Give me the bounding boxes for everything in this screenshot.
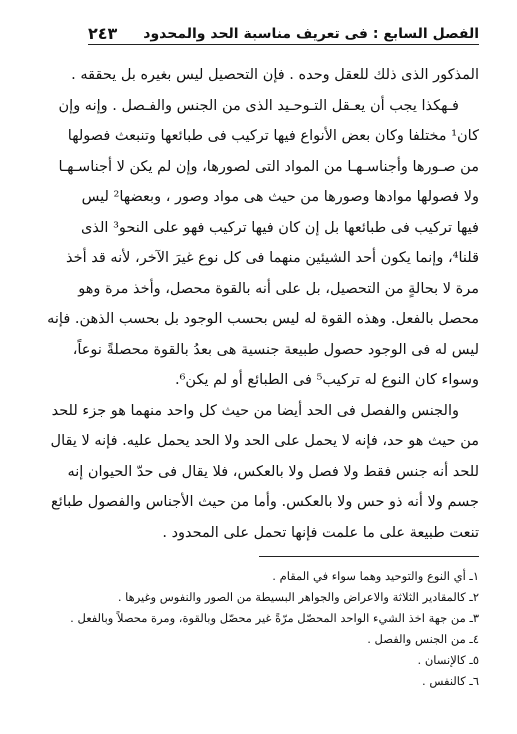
text-line: كان¹ مختلفا وكان بعض الأنواع فيها تركيب فى طبائعها وتنبعث فصولها [67,128,479,144]
text-line: وسواء كان النوع له تركيب⁵ فى الطبائع أو لم يكن⁶. [174,372,479,388]
text-line: تنعت طبيعة على ما علمت فإنها تحمل على المحدود . [162,524,479,541]
main-text [47,60,479,548]
text-line: مرة لا بحالةٍ من التحصيل، بل على أنه بالقوة محصل، وأخذ مرة وهو [78,280,479,297]
page-header [88,18,479,45]
text-line: للحد أنه جنس فقط ولا فصل ولا بالعكس، فلا يقال فى حدّ الحيوان إنه [67,463,479,480]
footnote-divider [259,556,479,557]
text-line: قلنا⁴، وإنما يكون أحد الشيئين منهما فى كل نوع غيرَ الآخر، لأنه قد أخذ [66,250,479,266]
footnote: ٦ـ كالنفس . [422,674,479,688]
text-line: محصل بالفعل. وهذه القوة له ليس بحسب الوجود بل بحسب الذهن. فإنه [47,311,479,327]
footnote: ٢ـ كالمقادير الثلاثة والاعراض والجواهر البسيطة من الصور والنفوس وغيرها . [117,590,479,604]
page-number: ٢٤٣ [88,24,118,43]
text-line: فـهكذا يجب أن يعـقل التـوحـيد الذى من الجنس والفـصل . وإنه وإن [58,97,459,114]
text-line: جسم ولا أنه ذو حس ولا بالعكس. وأما من حيث الأجناس والفصول طبائع [51,494,479,510]
text-line: من حيث هو حد، فإنه لا يحمل على الحد ولا الحد يحمل عليه. فإنه لا يقال [50,433,479,449]
text-line: ليس له فى الوجود حصول طبيعة جنسية هى بعدُ بالقوة محصلةً نوعاً، [72,341,479,358]
running-title: الفصل السابع : فى تعريف مناسبة الحد والمحدود [143,26,479,42]
text-line: ولا فصولها موادها وصورها من حيث هى مواد وصور ، وبعضها² ليس [81,189,479,205]
text-line: فيها تركيب فى طبائعها بل إن كان فيها تركيب فهو على النحو³ الذى [81,219,479,236]
footnotes [70,566,479,692]
text-line: والجنس والفصل فى الحد أيضا من حيث كل واحد منهما هو جزء للحد [51,402,459,419]
footnote: ٥ـ كالإنسان . [417,653,479,667]
footnote: ١ـ أي النوع والتوحيد وهما سواء في المقام . [272,569,479,583]
text-line: من صـورها وأجناسـهـا من المواد التى لصورها، وإن لم يكن لا أجناسـهـا [58,158,479,175]
text-line: المذكور الذى ذلك للعقل وحده . فإن التحصيل ليس بغيره بل يحققه . [71,67,479,83]
footnote: ٣ـ من جهة اخذ الشيء الواحد المحصّل مرّةً غير محصّل وبالقوة، ومرة محصلاً وبالفعل . [70,611,479,625]
footnote: ٤ـ من الجنس والفصل . [367,632,479,646]
